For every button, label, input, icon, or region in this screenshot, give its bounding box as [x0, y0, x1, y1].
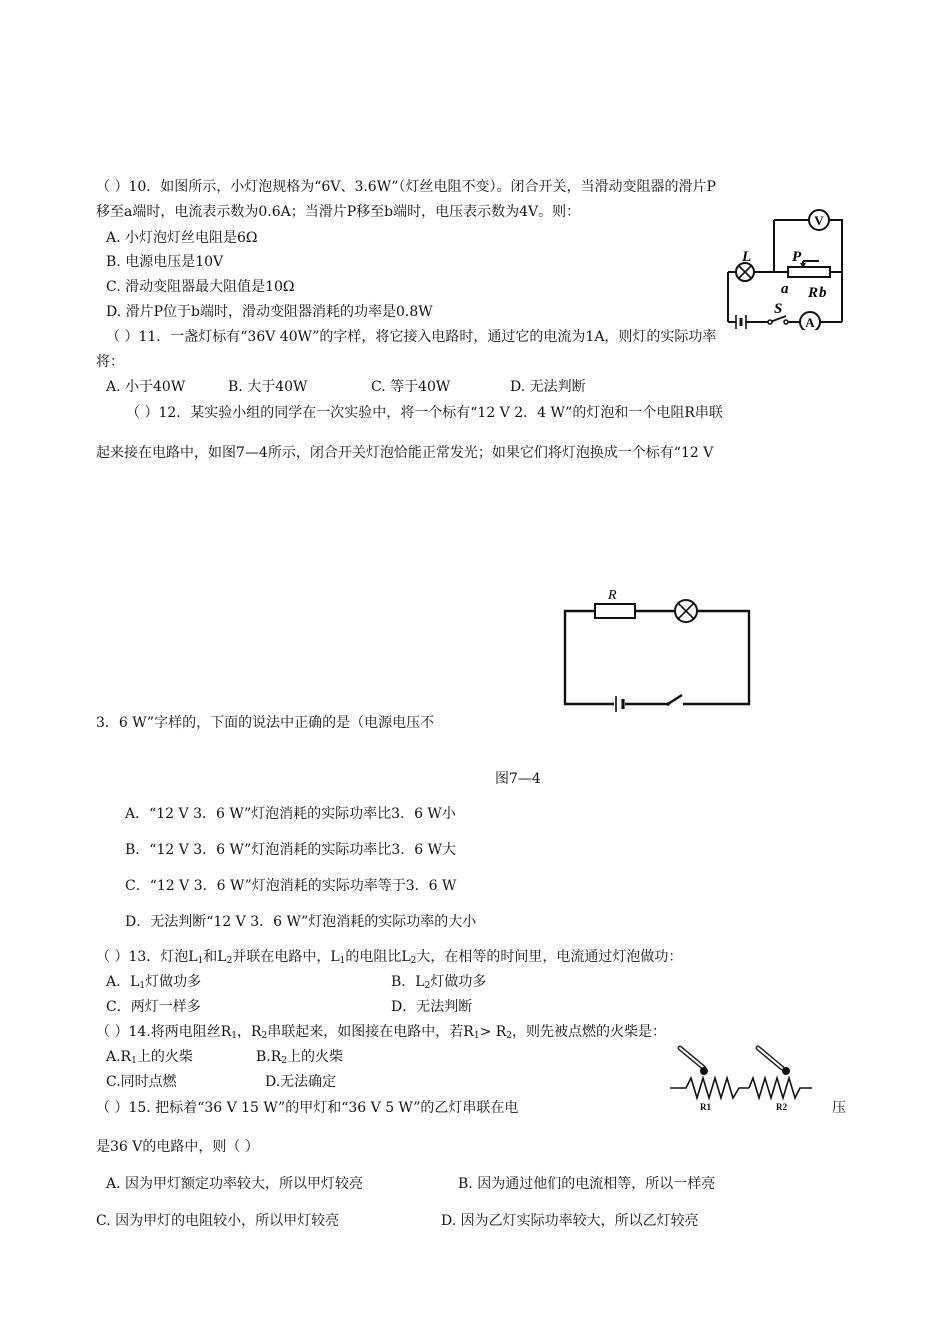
q12-stem-line2: 起来接在电路中，如图7—4所示，闭合开关灯泡恰能正常发光；如果它们将灯泡换成一个标有“12 V [96, 445, 714, 461]
svg-text:R2: R2 [776, 1102, 787, 1112]
q15-option-d: D. 因为乙灯实际功率较大，所以乙灯较亮 [441, 1213, 699, 1229]
svg-text:A: A [805, 315, 815, 330]
q11-option-d: D. 无法判断 [510, 379, 586, 395]
svg-text:R1: R1 [700, 1102, 711, 1112]
q11-stem-line2: 将： [96, 354, 124, 370]
q12-option-a: A．“12 V 3．6 W”灯泡消耗的实际功率比3．6 W小 [125, 806, 456, 822]
q12-option-d: D．无法判断“12 V 3．6 W”灯泡消耗的实际功率的大小 [125, 914, 477, 930]
svg-text:a: a [781, 281, 789, 297]
q14-option-a: $A.R_1$上的火柴 [106, 1049, 193, 1066]
q14-stem: （ ）14.将两电阻丝$R_1$，$R_2$串联起来，如图接在电路中，若$R_1> R_2$，则先被点燃的火柴是： [96, 1024, 667, 1041]
switch-icon [666, 702, 670, 706]
q14-option-d: D.无法确定 [265, 1074, 337, 1090]
q11-option-a: A. 小于40W [106, 379, 186, 395]
resistor-wire-r2 [749, 1078, 812, 1098]
q15-stem-line1-end: 压 [832, 1100, 846, 1116]
q13-stem: （ ）13．灯泡$L_1$和$L_2$并联在电路中，$L_1$的电阻比$L_2$大，在相等的时间里，电流通过灯泡做功： [96, 949, 683, 966]
q12-option-b: B．“12 V 3．6 W”灯泡消耗的实际功率比3．6 W大 [125, 842, 456, 858]
q12-option-c: C．“12 V 3．6 W”灯泡消耗的实际功率等于3．6 W [125, 878, 457, 894]
q15-stem-line2: 是36 V的电路中，则（ ） [96, 1139, 259, 1155]
q13-option-a: A．$L_1$灯做功多 [106, 974, 202, 991]
svg-text:S: S [774, 301, 783, 317]
q12-figure-caption: 图7—4 [495, 771, 541, 787]
resistor-icon [595, 604, 635, 618]
q14-option-b: $B.R_2$上的火柴 [256, 1049, 344, 1066]
switch-icon [768, 320, 772, 324]
q11-option-b: B. 大于40W [228, 379, 308, 395]
rheostat-icon [788, 267, 830, 277]
q10-stem-line2: 移至a端时，电流表示数为0.6A；当滑片P移至b端时，电压表示数为4V。则： [96, 204, 581, 220]
q15-stem-line1: （ ）15. 把标着“36 V 15 W”的甲灯和“36 V 5 W”的乙灯串联在电 [96, 1100, 519, 1116]
q13-option-d: D．无法判断 [391, 999, 473, 1015]
q13-option-c: C．两灯一样多 [106, 999, 201, 1015]
q11-option-c: C. 等于40W [371, 379, 451, 395]
q10-option-b: B. 电源电压是10V [106, 254, 224, 270]
q11-stem-line1: （ ）11．一盏灯标有“36V 40W”的字样，将它接入电路时，通过它的电流为1A，则灯的实际功率 [106, 329, 717, 345]
svg-text:L: L [742, 249, 752, 265]
q10-circuit-diagram [714, 205, 854, 330]
q15-option-a: A. 因为甲灯额定功率较大，所以甲灯较亮 [106, 1176, 364, 1192]
q12-circuit-diagram [558, 582, 758, 712]
svg-text:R: R [608, 588, 617, 603]
svg-text:b: b [819, 285, 827, 301]
q10-option-d: D. 滑片P位于b端时，滑动变阻器消耗的功率是0.8W [106, 304, 433, 320]
q12-stem-line3: 3．6 W”字样的，下面的说法中正确的是（电源电压不 [96, 715, 435, 731]
svg-text:R: R [808, 285, 819, 301]
q10-option-a: A. 小灯泡灯丝电阻是6Ω [106, 230, 258, 246]
q14-resistor-wires-figure [664, 1040, 820, 1112]
resistor-wire-r1 [670, 1078, 749, 1098]
q14-option-c: C.同时点燃 [106, 1074, 177, 1090]
svg-text:P: P [792, 249, 802, 265]
q15-option-b: B. 因为通过他们的电流相等，所以一样亮 [458, 1176, 716, 1192]
q12-stem-line1: （ ）12．某实验小组的同学在一次实验中，将一个标有“12 V 2．4 W”的灯泡和一个电阻R串联 [126, 405, 723, 421]
q10-option-c: C. 滑动变阻器最大阻值是10Ω [106, 279, 295, 295]
q10-stem-line1: （ ）10．如图所示，小灯泡规格为“6V、3.6W”（灯丝电阻不变）。闭合开关，当滑动变阻器的滑片P [96, 179, 716, 195]
q13-option-b: B．$L_2$灯做功多 [391, 974, 487, 991]
svg-text:V: V [814, 213, 824, 228]
q15-option-c: C. 因为甲灯的电阻较小，所以甲灯较亮 [96, 1213, 340, 1229]
